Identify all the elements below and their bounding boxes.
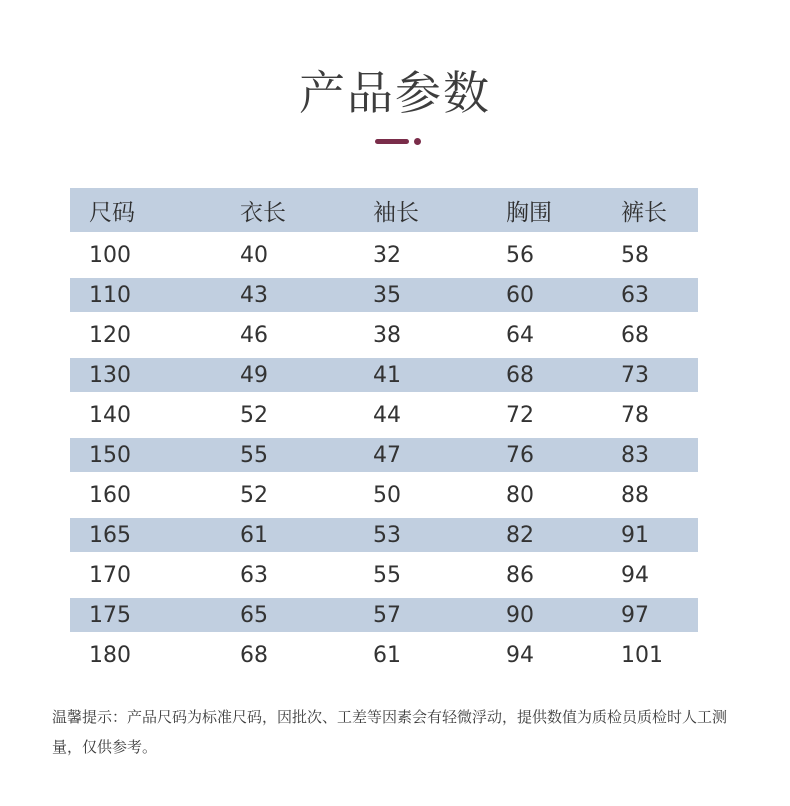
cell-size: 120 [89,322,131,348]
table-row [70,315,698,355]
cell-pants: 58 [621,242,649,268]
table-row [70,438,698,472]
cell-pants: 73 [621,362,649,388]
cell-chest: 76 [506,442,534,468]
cell-sleeve: 47 [373,442,401,468]
cell-pants: 101 [621,642,663,668]
cell-chest: 86 [506,562,534,588]
table-row [70,475,698,515]
table-row [70,598,698,632]
cell-length: 49 [240,362,268,388]
table-row [70,278,698,312]
page-title: 产品参数 [299,66,491,120]
cell-sleeve: 61 [373,642,401,668]
cell-length: 55 [240,442,268,468]
cell-pants: 97 [621,602,649,628]
cell-size: 130 [89,362,131,388]
cell-length: 61 [240,522,268,548]
cell-size: 175 [89,602,131,628]
table-row [70,358,698,392]
cell-chest: 82 [506,522,534,548]
table-row [70,235,698,275]
cell-sleeve: 38 [373,322,401,348]
cell-chest: 94 [506,642,534,668]
size-note: 温馨提示：产品尺码为标准尺码，因批次、工差等因素会有轻微浮动，提供数值为质检员质检时人工测量，仅供参考。 [52,708,728,756]
cell-pants: 83 [621,442,649,468]
table-row [70,518,698,552]
cell-size: 110 [89,282,131,308]
cell-length: 43 [240,282,268,308]
cell-pants: 78 [621,402,649,428]
cell-size: 160 [89,482,131,508]
cell-chest: 72 [506,402,534,428]
cell-chest: 90 [506,602,534,628]
header-pants: 裤长 [621,199,667,226]
ornament-dot [414,138,421,145]
cell-sleeve: 44 [373,402,401,428]
cell-chest: 80 [506,482,534,508]
ornament-bar [375,139,409,144]
cell-length: 46 [240,322,268,348]
size-table [70,188,698,675]
cell-length: 40 [240,242,268,268]
cell-sleeve: 50 [373,482,401,508]
cell-pants: 88 [621,482,649,508]
cell-size: 165 [89,522,131,548]
cell-length: 68 [240,642,268,668]
cell-chest: 60 [506,282,534,308]
cell-sleeve: 41 [373,362,401,388]
cell-chest: 68 [506,362,534,388]
table-header-row [70,188,698,232]
cell-length: 65 [240,602,268,628]
cell-size: 100 [89,242,131,268]
cell-sleeve: 32 [373,242,401,268]
table-row [70,555,698,595]
title-ornament [375,138,423,146]
cell-length: 52 [240,402,268,428]
cell-pants: 91 [621,522,649,548]
header-sleeve: 袖长 [373,199,419,226]
header-size: 尺码 [89,199,135,226]
cell-sleeve: 53 [373,522,401,548]
cell-length: 52 [240,482,268,508]
cell-size: 180 [89,642,131,668]
table-row [70,635,698,675]
cell-pants: 94 [621,562,649,588]
cell-size: 150 [89,442,131,468]
cell-chest: 56 [506,242,534,268]
cell-size: 170 [89,562,131,588]
header-chest: 胸围 [506,199,552,226]
cell-sleeve: 35 [373,282,401,308]
cell-pants: 63 [621,282,649,308]
cell-chest: 64 [506,322,534,348]
cell-sleeve: 57 [373,602,401,628]
cell-length: 63 [240,562,268,588]
cell-pants: 68 [621,322,649,348]
header-length: 衣长 [240,199,286,226]
cell-sleeve: 55 [373,562,401,588]
table-row [70,395,698,435]
cell-size: 140 [89,402,131,428]
